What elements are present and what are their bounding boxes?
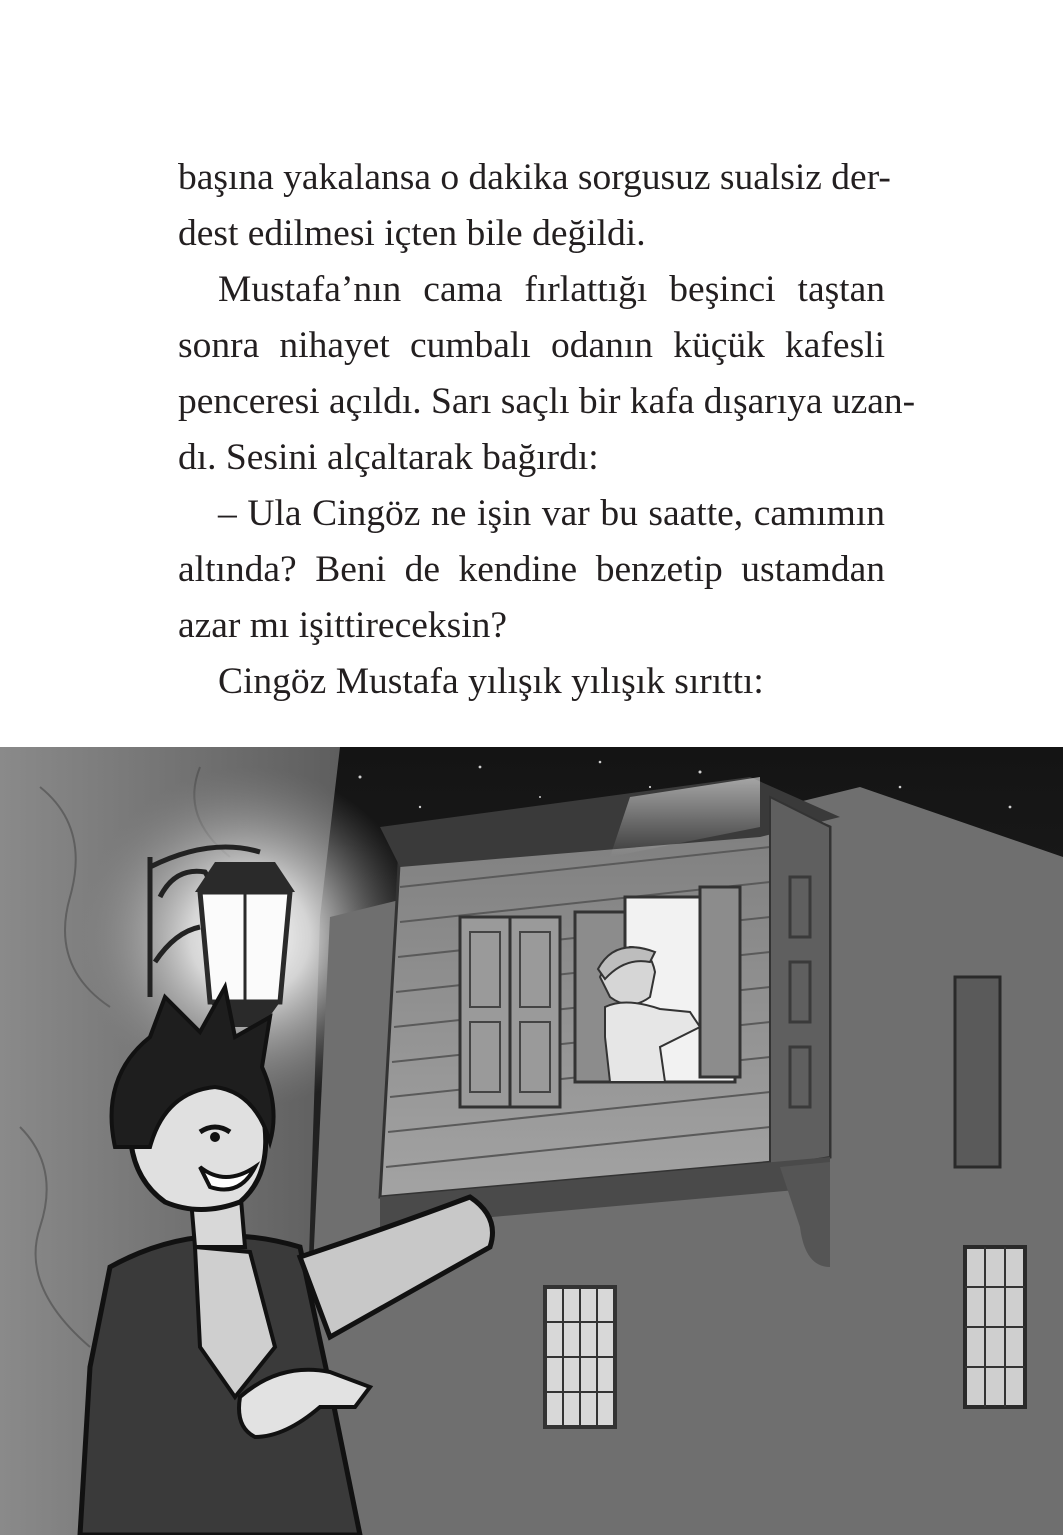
paragraph-3	[178, 486, 885, 654]
night-street-illustration	[0, 747, 1063, 1535]
text-line: başına yakalansa o dakika sorgusuz sualsiz der-	[178, 157, 891, 198]
text-line: sonra nihayet cumbalı odanın küçük kafesli	[178, 325, 885, 366]
text-line: Cingöz Mustafa yılışık yılışık sırıttı:	[218, 661, 764, 702]
text-line: Mustafa’nın cama fırlattığı beşinci taştan	[218, 269, 885, 310]
closed-window	[460, 917, 560, 1107]
street-lamp	[195, 862, 295, 1027]
text-line: dest edilmesi içten bile değildi.	[178, 213, 646, 254]
story-illustration	[0, 747, 1063, 1535]
side-window-lower	[965, 1247, 1025, 1407]
text-line: azar mı işittireceksin?	[178, 605, 508, 646]
paragraph-4	[178, 654, 885, 710]
body-text	[178, 150, 916, 710]
lower-window	[545, 1287, 615, 1427]
text-line: dı. Sesini alçaltarak bağırdı:	[178, 437, 599, 478]
side-window-upper	[955, 977, 1000, 1167]
wooden-house	[300, 777, 1063, 1535]
paragraph-1	[178, 150, 891, 262]
paragraph-2	[178, 262, 916, 486]
text-line: – Ula Cingöz ne işin var bu saatte, camımın	[218, 493, 885, 534]
text-line: penceresi açıldı. Sarı saçlı bir kafa dışarıya uzan-	[178, 381, 916, 422]
text-line: altında? Beni de kendine benzetip ustamdan	[178, 549, 885, 590]
